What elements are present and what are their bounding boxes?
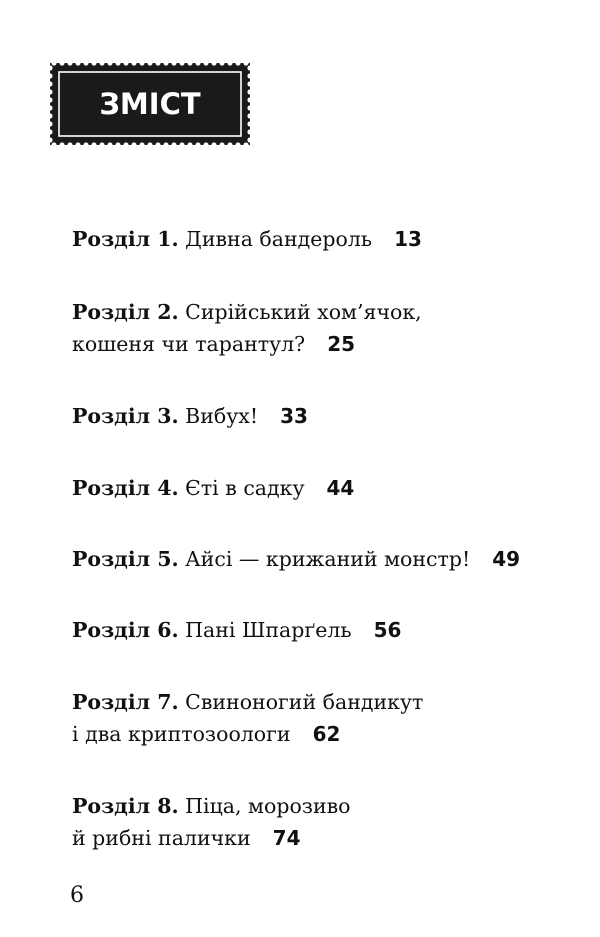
contents-title-stamp xyxy=(50,63,250,145)
chapter-page-number: 44 xyxy=(326,476,355,500)
chapter-label: Розділ 5. xyxy=(72,547,179,571)
chapter-title: Піца, морозиво xyxy=(185,794,351,818)
chapter-label: Розділ 4. xyxy=(72,476,179,500)
contents-title: ЗМІСТ xyxy=(99,87,201,121)
chapter-page-number: 49 xyxy=(492,547,521,571)
toc-entry-4[interactable] xyxy=(72,472,592,504)
chapter-label: Розділ 3. xyxy=(72,404,179,428)
chapter-title-continued: і два криптозоологи xyxy=(72,722,291,746)
toc-entry-8[interactable] xyxy=(72,790,592,854)
toc-entry-5[interactable] xyxy=(72,543,592,575)
chapter-label: Розділ 7. xyxy=(72,690,179,714)
chapter-title: Дивна бандероль xyxy=(185,227,373,251)
chapter-page-number: 33 xyxy=(280,404,308,428)
toc-entry-3[interactable] xyxy=(72,400,592,432)
toc-entry-6[interactable] xyxy=(72,614,592,646)
chapter-title-continued: й рибні палички xyxy=(72,826,251,850)
chapter-title: Єті в садку xyxy=(185,476,305,500)
chapter-label: Розділ 8. xyxy=(72,794,179,818)
chapter-page-number: 13 xyxy=(394,227,422,251)
chapter-title: Сирійський хом’ячок, xyxy=(185,300,422,324)
chapter-label: Розділ 6. xyxy=(72,618,179,642)
chapter-label: Розділ 1. xyxy=(72,227,179,251)
page-number: 6 xyxy=(70,883,84,908)
chapter-title: Пані Шпарґель xyxy=(185,618,352,642)
chapter-label: Розділ 2. xyxy=(72,300,179,324)
toc-entry-7[interactable] xyxy=(72,686,592,750)
chapter-page-number: 56 xyxy=(373,618,402,642)
chapter-page-number: 62 xyxy=(312,722,341,746)
chapter-page-number: 74 xyxy=(272,826,301,850)
chapter-title: Айсі — крижаний монстр! xyxy=(185,547,471,571)
chapter-page-number: 25 xyxy=(327,332,356,356)
chapter-title-continued: кошеня чи тарантул? xyxy=(72,332,306,356)
toc-entry-1[interactable] xyxy=(72,223,592,255)
chapter-title: Вибух! xyxy=(185,404,259,428)
toc-entry-2[interactable] xyxy=(72,296,592,360)
chapter-title: Свиноногий бандикут xyxy=(185,690,424,714)
